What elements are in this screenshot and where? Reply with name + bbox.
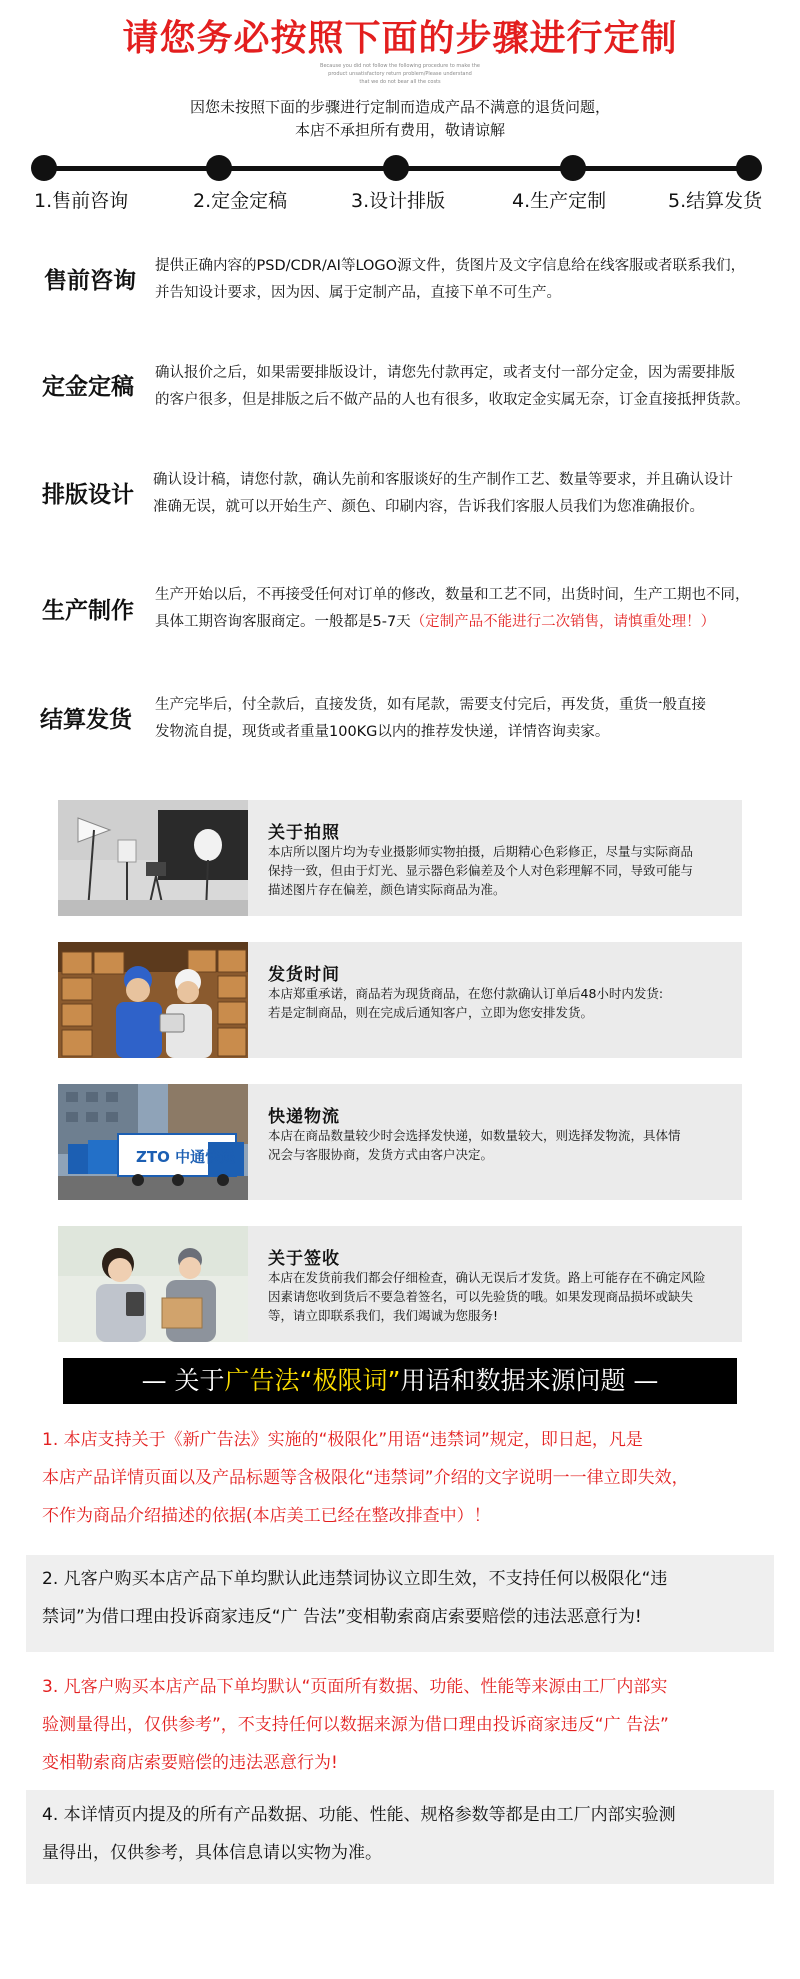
card-text	[268, 984, 728, 1022]
clause-line: 不作为商品介绍描述的依据(本店美工已经在整改排查中）！	[42, 1506, 491, 1526]
return-notice	[100, 96, 700, 142]
card-line: 保持一致，但由于灯光、显示器色彩偏差及个人对色彩理解不同，导致可能与	[268, 863, 694, 878]
card-line: 描述图片存在偏差，颜色请实际商品为准。	[268, 882, 506, 897]
section-body-deposit	[155, 360, 765, 414]
section-heading-layout: 排版设计	[42, 482, 134, 508]
section-body-production	[155, 582, 765, 636]
section-line	[155, 609, 765, 636]
card-text	[268, 1268, 728, 1325]
card-title: 快递物流	[268, 1107, 340, 1127]
info-card-receipt	[58, 1226, 742, 1342]
clause-line: 3. 凡客户购买本店产品下单均默认“页面所有数据、功能、性能等来源由工厂内部实	[42, 1677, 668, 1697]
info-card-shipping-time	[58, 942, 742, 1058]
section-body-presale	[155, 253, 765, 307]
section-line: 提供正确内容的PSD/CDR/AI等LOGO源文件，货图片及文字信息给在线客服或者联系我们，	[155, 258, 746, 274]
notice-line: 因您未按照下面的步骤进行定制而造成产品不满意的退货问题，	[189, 98, 610, 116]
clause-3	[26, 1668, 774, 1782]
section-line: 发物流自提，现货或者重量100KG以内的推荐发快递，详情咨询卖家。	[155, 724, 610, 740]
english-note	[250, 62, 550, 86]
step-label-2: 2.定金定稿	[193, 190, 288, 212]
clause-line: 禁词”为借口理由投诉商家违反“广 告法”变相勒索商店索要赔偿的违法恶意行为!	[42, 1607, 642, 1627]
clause-line: 1. 本店支持关于《新广告法》实施的“极限化”用语“违禁词”规定，即日起，凡是	[42, 1430, 643, 1450]
step-label-5: 5.结算发货	[668, 190, 763, 212]
card-line: 本店郑重承诺，商品若为现货商品，在您付款确认订单后48小时内发货:	[268, 986, 664, 1001]
delivery-signing-photo	[58, 1226, 248, 1342]
ad-law-banner	[63, 1358, 737, 1404]
clause-line: 验测量得出，仅供参考”，不支持任何以数据来源为借口理由投诉商家违反“广 告法”	[42, 1715, 669, 1735]
notice-line: 本店不承担所有费用，敬请谅解	[294, 121, 505, 139]
clause-4	[26, 1790, 774, 1884]
warehouse-photo	[58, 942, 248, 1058]
step-label-4: 4.生产定制	[512, 190, 607, 212]
card-text	[268, 1126, 728, 1164]
timeline-dot	[383, 155, 409, 181]
banner-highlight: 广告法“极限词”	[224, 1366, 401, 1395]
section-line: 准确无误，就可以开始生产、颜色、印刷内容，告诉我们客服人员我们为您准确报价。	[153, 499, 704, 515]
english-note-line: Because you did not follow the following procedure to make the	[320, 63, 480, 69]
card-title: 关于拍照	[268, 823, 340, 843]
section-body-layout	[153, 467, 763, 521]
card-line: 本店所以图片均为专业摄影师实物拍摄，后期精心色彩修正，尽量与实际商品	[268, 844, 694, 859]
card-line: 本店在发货前我们都会仔细检查，确认无误后才发货。路上可能存在不确定风险	[268, 1270, 706, 1285]
clause-line: 2. 凡客户购买本店产品下单均默认此违禁词协议立即生效，不支持任何以极限化“违	[42, 1569, 668, 1589]
section-heading-delivery: 结算发货	[40, 707, 132, 733]
timeline-dot	[736, 155, 762, 181]
section-line: 的客户很多，但是排版之后不做产品的人也有很多，收取定金实属无奈，订金直接抵押货款。	[155, 392, 750, 408]
section-line-text: 具体工期咨询客服商定。一般都是5-7天	[155, 614, 411, 630]
card-text	[268, 842, 728, 899]
clause-2	[26, 1555, 774, 1652]
timeline-dot	[560, 155, 586, 181]
section-line: 确认报价之后，如果需要排版设计，请您先付款再定，或者支付一部分定金，因为需要排版	[155, 365, 735, 381]
section-body-delivery	[155, 692, 765, 746]
banner-prefix: — 关于	[141, 1366, 225, 1395]
section-line: 生产完毕后，付全款后，直接发货，如有尾款，需要支付完后，再发货，重货一般直接	[155, 697, 706, 713]
clause-1	[26, 1421, 774, 1535]
card-line: 若是定制商品，则在完成后通知客户，立即为您安排发货。	[268, 1005, 594, 1020]
section-line: 并告知设计要求，因为因、属于定制产品，直接下单不可生产。	[155, 285, 561, 301]
step-label-1: 1.售前咨询	[34, 190, 129, 212]
studio-photo	[58, 800, 248, 916]
timeline-dot	[206, 155, 232, 181]
truck-fleet-photo	[58, 1084, 248, 1200]
page-title: 请您务必按照下面的步骤进行定制	[122, 18, 678, 59]
section-heading-production: 生产制作	[42, 598, 134, 624]
production-warning: （定制产品不能进行二次销售，请慎重处理！）	[410, 614, 716, 630]
section-heading-presale: 售前咨询	[44, 268, 136, 294]
info-card-photo	[58, 800, 742, 916]
banner-suffix: 用语和数据来源问题 —	[400, 1366, 659, 1395]
info-card-logistics	[58, 1084, 742, 1200]
clause-line: 量得出，仅供参考，具体信息请以实物为准。	[42, 1843, 382, 1863]
truck-logo: ZTO 中通快递	[136, 1148, 236, 1166]
clause-line: 本店产品详情页面以及产品标题等含极限化“违禁词”介绍的文字说明一一律立即失效，	[42, 1468, 689, 1488]
card-line: 等，请立即联系我们，我们竭诚为您服务!	[268, 1308, 499, 1323]
section-heading-deposit: 定金定稿	[42, 374, 134, 400]
card-line: 因素请您收到货后不要急着签名，可以先验货的哦。如果发现商品损坏或缺失	[268, 1289, 694, 1304]
timeline-dot	[31, 155, 57, 181]
card-title: 关于签收	[268, 1249, 340, 1269]
step-label-3: 3.设计排版	[351, 190, 446, 212]
english-note-line: product unsatisfactory return problem/Please understand	[328, 71, 472, 77]
card-title: 发货时间	[268, 965, 340, 985]
card-line: 况会与客服协商，发货方式由客户决定。	[268, 1147, 494, 1162]
clause-line: 4. 本详情页内提及的所有产品数据、功能、性能、规格参数等都是由工厂内部实验测	[42, 1805, 676, 1825]
card-line: 本店在商品数量较少时会选择发快递，如数量较大，则选择发物流，具体情	[268, 1128, 681, 1143]
section-line: 确认设计稿，请您付款，确认先前和客服谈好的生产制作工艺、数量等要求，并且确认设计	[153, 472, 733, 488]
clause-line: 变相勒索商店索要赔偿的违法恶意行为!	[42, 1753, 338, 1773]
section-line: 生产开始以后，不再接受任何对订单的修改，数量和工艺不同，出货时间，生产工期也不同，	[155, 587, 750, 603]
english-note-line: that we do not bear all the costs	[359, 79, 441, 85]
